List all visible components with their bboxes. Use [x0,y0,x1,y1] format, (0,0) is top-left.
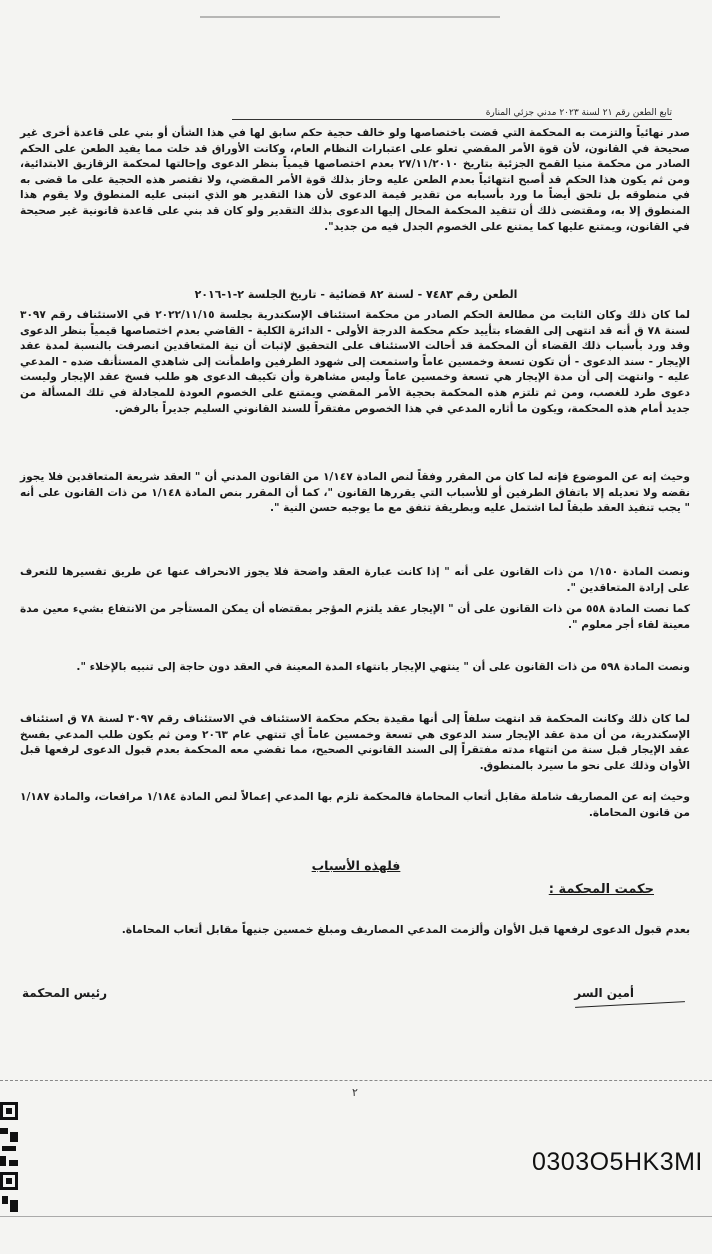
ruling-heading: حكمت المحكمة : [548,882,654,897]
paragraph-4 [20,565,690,596]
citation: الطعن رقم ٧٤٨٣ - لسنة ٨٢ قضائية - تاريخ الجلسة ٢-١-٢٠١٦ [194,288,518,301]
paragraph-3 [20,470,690,517]
paragraph-7-text: لما كان ذلك وكانت المحكمة قد انتهت سلفاً إلى أنها مقيدة بحكم محكمة الاستئناف في الاستئناف رقم ٣٠٩٧ لسنة ٧٨ ق استئناف الإسكندرية، من أن مدة عقد الإيجار سند الدعوى هي تسعة وخمسين عاماً أي تنتهي عام ٢٠٦٣ ومن ثم يكون طلب المدعي بفسخ عقد الإيجار قبل سنة من انتهاء مدته مفتقراً إلى السند القانوني الصحيح، مما تقضي معه المحكمة بعدم قبول الدعوى لرفعها قبل الأوان وذلك على نحو ما سيرد بالمنطوق. [20,713,690,772]
paragraph-3-text: وحيث إنه عن الموضوع فإنه لما كان من المقرر وفقاً لنص المادة ١/١٤٧ من القانون المدني أن " العقد شريعة المتعاقدين فلا يجوز نقضه ولا تعديله إلا باتفاق الطرفين أو للأسباب التي يقررها القانون "، كما أن المقرر بنص المادة ١/١٤٨ من ذات القانون على أنه " يجب تنفيذ العقد طبقاً لما اشتمل عليه وبطريقة تتفق مع ما يوجبه حسن النية ". [20,471,690,515]
paragraph-6 [20,660,690,676]
document-header: تابع الطعن رقم ٢١ لسنة ٢٠٢٣ مدني جزئي المنارة [232,108,672,120]
paragraph-7 [20,712,690,774]
ruling-block [20,922,690,938]
paragraph-5-text: كما نصت المادة ٥٥٨ من ذات القانون على أن " الإيجار عقد يلتزم المؤجر بمقتضاه أن يمكن المستأجر من الانتفاع بشيء معين مدة معينة لقاء أجر معلوم ". [20,603,690,631]
paragraph-5 [20,602,690,633]
barcode-text: 0303O5HK3MI [532,1148,703,1176]
page-fold [0,1080,712,1081]
paragraph-1 [20,126,690,235]
paragraph-8-text: وحيث إنه عن المصاريف شاملة مقابل أتعاب المحاماة فالمحكمة تلزم بها المدعي إعمالاً لنص المادة ١/١٨٤ مرافعات، والمادة ١/١٨٧ من قانون المحاماة. [20,791,691,819]
paragraph-8 [20,790,690,821]
bottom-edge [0,1216,712,1217]
paragraph-6-text: ونصت المادة ٥٩٨ من ذات القانون على أن " ينتهي الإيجار بانتهاء المدة المعينة في العقد دون حاجة إلى تنبيه بالإخلاء ". [76,661,690,673]
paragraph-2-text: لما كان ذلك وكان الثابت من مطالعة الحكم الصادر من محكمة استئناف الإسكندرية بجلسة ٢٠٢٢/١١/١٥ في الاستئناف رقم ٣٠٩٧ لسنة ٧٨ ق أنه قد انتهى إلى القضاء بتأييد حكم محكمة الدرجة الأولى - الدائرة الكلية - القاضي بعدم اختصاصها قيمياً بنظر الدعوى وقد ورد بأسباب ذلك القضاء أن المحكمة قد أحالت الاستئناف على التحقيق لإثبات أن نية المتعاقدين انصرفت بالنسبة لمدة عقد الإيجار - سند الدعوى - أن تكون تسعة وخمسين عاماً واستمعت إلى شهود الطرفين واطمأنت إلى شاهدي المستأنف ضده - المدعي عليه - وانتهت إلى أن مدة الإيجار هي تسعة وخمسين عاماً وليس مشاهرة وأن تكييف الدعوى هو طلب فسخ عقد الإيجار وليست دعوى طرد للغصب، ومن ثم تلتزم هذه المحكمة بحجية الأمر المقضي ويمتنع على الخصوم العودة للمجادلة في تلك المسألة من جديد أمام هذه المحكمة، ويكون ما أثاره المدعي في هذا الخصوص مفتقراً للسند القانوني السليم جديراً بالرفض. [20,309,690,415]
paragraph-4-text: ونصت المادة ١/١٥٠ من ذات القانون على أنه " إذا كانت عبارة العقد واضحة فلا يجوز الانحراف عنها عن طريق تفسيرها للتعرف على إرادة المتعاقدين ". [20,566,690,594]
signature-mark [575,1001,685,1008]
ruling-text: بعدم قبول الدعوى لرفعها قبل الأوان وألزمت المدعي المصاريف ومبلغ خمسين جنيهاً مقابل أتعاب المحاماة. [121,923,690,936]
signature-secretary: أمين السر [574,986,634,1000]
page-number: ٢ [352,1086,358,1099]
qr-code-icon [0,1102,18,1222]
scan-edge [200,0,500,18]
paragraph-1-text: صدر نهائياً والتزمت به المحكمة التي قضت باختصاصها ولو خالف حجية حكم سابق لها في هذا الشأن أو بني على قاعدة أخرى غير صحيحة في القانون، لأن قوة الأمر المقضي تعلو على اعتبارات النظام العام، وكانت الأوراق قد خلت مما يفيد الطعن على الحكم الصادر من محكمة منيا القمح الجزئية بتاريخ ٢٧/١١/٢٠١٠ بعدم اختصاصها قيمياً بنظر الدعوى وإحالتها لمحكمة الزقازيق الابتدائية، ومن ثم يكون هذا الحكم قد أصبح انتهائياً بعدم الطعن عليه وحاز بذلك قوة الأمر المقضي، ولا تقتصر هذه الحجية على ما قضى به في منطوقه بل تلحق أيضاً ما ورد بأسبابه من تقدير قيمة الدعوى لأن هذا التقدير هو الذي انبنى عليه المنطوق ولا يقوم هذا المنطوق إلا به، ومقتضى ذلك أن تتقيد المحكمة المحال إليها الدعوى بذلك التقدير ولو كان قد بني على قاعدة قانونية غير صحيحة في القانون، ويمتنع عليها كما يمتنع على الخصوم الجدل فيه من جديد". [20,127,690,233]
reasons-heading: فلهذه الأسباب [311,858,401,873]
paragraph-2 [20,308,690,417]
signature-judge: رئيس المحكمة [22,986,108,1000]
